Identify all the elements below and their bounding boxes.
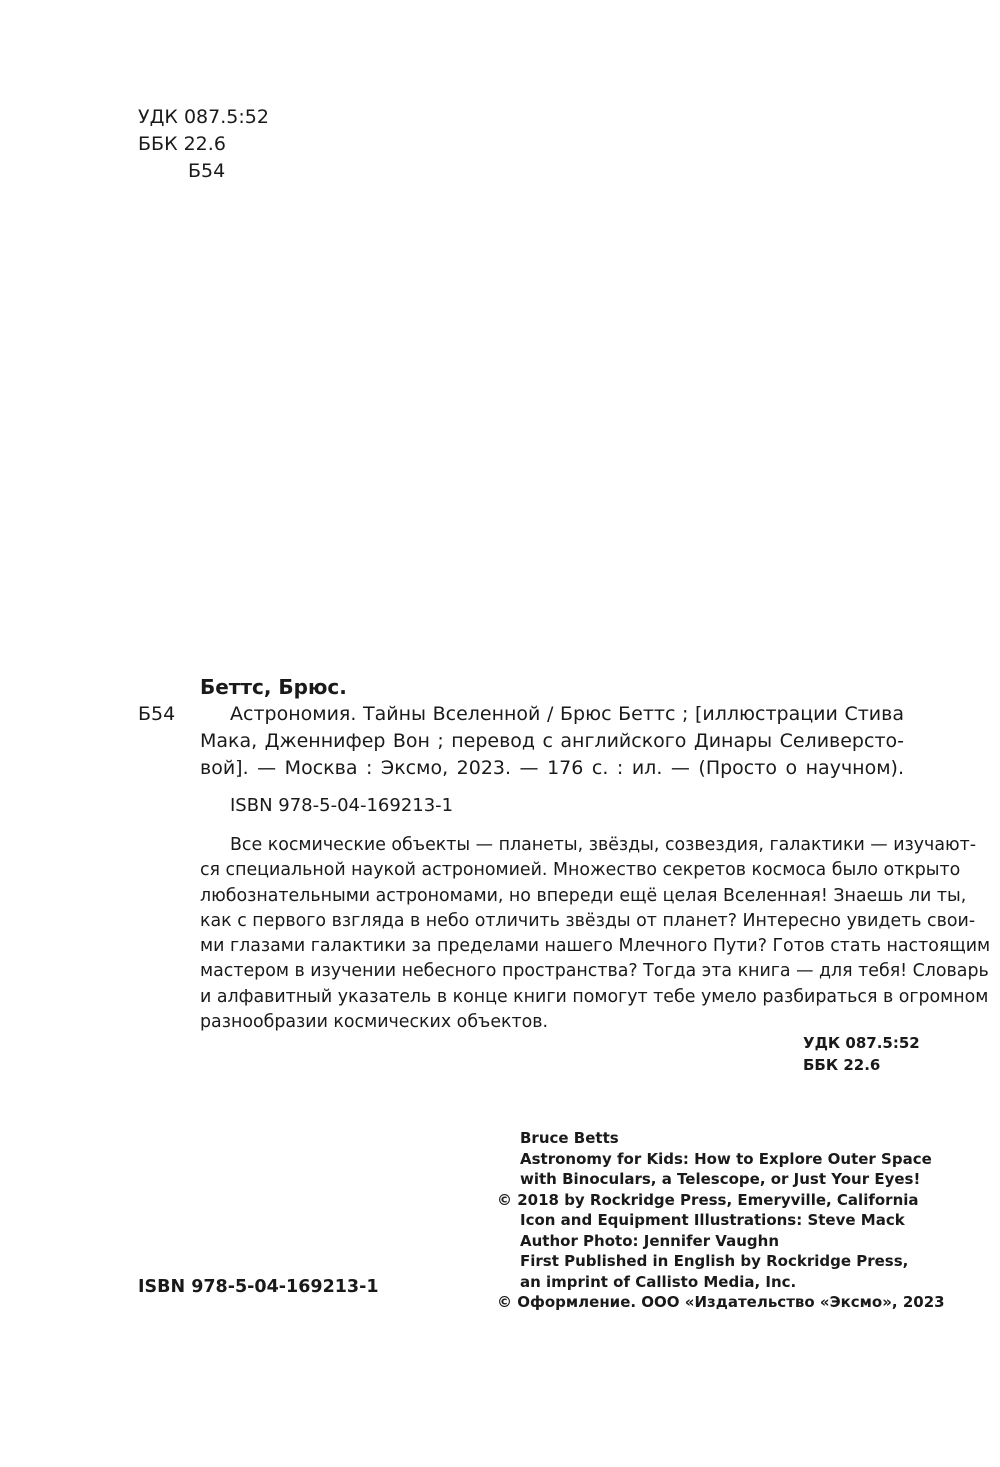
entry-line: вой]. — Москва : Эксмо, 2023. — 176 с. : ил. — (Просто о научном). [200, 757, 904, 779]
abstract-line: Все космические объекты — планеты, звёзды, созвездия, галактики — изучают- [230, 835, 977, 855]
credit-line: Icon and Equipment Illustrations: Steve Mack [520, 1211, 905, 1229]
udk-code: УДК 087.5:52 [803, 1034, 920, 1052]
abstract-line: любознательными астрономами, но впереди ещё целая Вселенная! Знаешь ли ты, [200, 885, 967, 906]
isbn-bottom: ISBN 978-5-04-169213-1 [138, 1277, 379, 1297]
credit-line: First Published in English by Rockridge Press, [520, 1252, 909, 1270]
credit-line: an imprint of Callisto Media, Inc. [520, 1272, 797, 1291]
entry-author: Беттс, Брюс. [200, 675, 347, 699]
bbk-code: ББК 22.6 [803, 1056, 881, 1074]
udk-code: УДК 087.5:52 [138, 106, 269, 128]
abstract [200, 833, 991, 1035]
credit-line: Astronomy for Kids: How to Explore Outer Space [520, 1149, 932, 1168]
entry-line: Мака, Дженнифер Вон ; перевод с английского Динары Селиверсто- [200, 730, 904, 752]
credit-line: with Binoculars, a Telescope, or Just Your Eyes! [520, 1170, 921, 1188]
credit-line: Bruce Betts [520, 1129, 619, 1147]
entry-description [200, 701, 904, 782]
credit-line: Author Photo: Jennifer Vaughn [520, 1231, 779, 1250]
abstract-line: ся специальной наукой астрономией. Множество секретов космоса было открыто [200, 860, 961, 881]
bbk-code: ББК 22.6 [138, 133, 226, 155]
entry-author-mark: Б54 [138, 703, 176, 725]
credit-line: © Оформление. ООО «Издательство «Эксмо», 2023 [497, 1293, 945, 1311]
abstract-line: разнообразии космических объектов. [200, 1012, 549, 1033]
entry-line: Астрономия. Тайны Вселенной / Брюс Беттс ; [иллюстрации Стива [230, 703, 904, 725]
top-classification [138, 104, 269, 185]
credit-line: © 2018 by Rockridge Press, Emeryville, California [497, 1190, 919, 1209]
abstract-line: мастером в изучении небесного пространства? Тогда эта книга — для тебя! Словарь [200, 961, 989, 982]
abstract-line: и алфавитный указатель в конце книги помогут тебе умело разбираться в огромном [200, 986, 989, 1007]
abstract-line: ми глазами галактики за пределами нашего Млечного Пути? Готов стать настоящим [200, 936, 991, 957]
abstract-line: как с первого взгляда в небо отличить звёзды от планет? Интересно увидеть свои- [200, 910, 976, 931]
entry-isbn: ISBN 978-5-04-169213-1 [230, 795, 454, 816]
original-credits [497, 1128, 945, 1313]
author-mark: Б54 [188, 160, 226, 182]
bottom-classification [803, 1032, 920, 1076]
